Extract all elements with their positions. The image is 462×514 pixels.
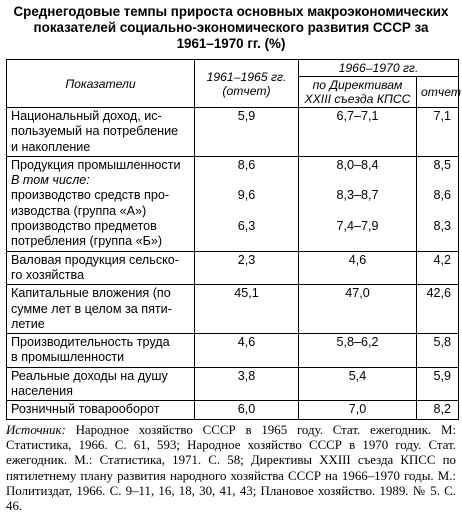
value-report bbox=[417, 156, 459, 251]
value-report-line bbox=[421, 234, 451, 249]
value-report-line: 5,9 bbox=[433, 368, 452, 383]
table-row bbox=[7, 108, 459, 157]
row-label bbox=[7, 334, 195, 368]
value-1961-1965-line: 4,6 bbox=[237, 335, 256, 350]
value-report-line bbox=[421, 173, 451, 188]
row-label-line: Реальные доходы на душу bbox=[11, 368, 168, 383]
value-1961-1965-line: 3,8 bbox=[237, 368, 256, 383]
value-directive bbox=[299, 156, 417, 251]
value-directive bbox=[299, 367, 417, 401]
value-directive-line bbox=[303, 173, 412, 188]
table-row bbox=[7, 334, 459, 368]
value-1961-1965 bbox=[195, 156, 299, 251]
row-label-line: Капитальные вложения (по bbox=[11, 286, 171, 301]
value-1961-1965-line: 8,6 bbox=[237, 157, 256, 172]
header-period-1961-1965 bbox=[195, 60, 299, 108]
row-label-line: населения bbox=[11, 384, 74, 399]
value-directive-line: 47,0 bbox=[345, 286, 370, 301]
source-note bbox=[6, 423, 456, 514]
table-row bbox=[7, 285, 459, 334]
row-label-line: Производительность труда bbox=[11, 335, 170, 350]
row-label bbox=[7, 367, 195, 401]
value-directive bbox=[299, 334, 417, 368]
value-1961-1965-line: 6,0 bbox=[237, 402, 256, 417]
value-report-line: 5,8 bbox=[433, 335, 452, 350]
value-directive-line: 5,4 bbox=[348, 368, 367, 383]
value-directive-line: 5,8–6,2 bbox=[336, 335, 379, 350]
row-label-line: в промышленности bbox=[11, 350, 125, 365]
row-label-line: производство предметов bbox=[11, 219, 157, 234]
title-line: 1961–1970 гг. (%) bbox=[176, 36, 286, 51]
value-directive bbox=[299, 108, 417, 157]
value-report-line: 7,1 bbox=[433, 109, 452, 123]
row-label-line: пользуемый на потребление bbox=[11, 124, 179, 139]
value-directive bbox=[299, 285, 417, 334]
value-report bbox=[417, 108, 459, 157]
header-period-1966-1970: 1966–1970 гг. bbox=[299, 60, 459, 77]
value-directive-line bbox=[303, 234, 412, 249]
value-1961-1965-line: 6,3 bbox=[237, 219, 256, 234]
value-report bbox=[417, 401, 459, 419]
value-1961-1965 bbox=[195, 108, 299, 157]
value-1961-1965 bbox=[195, 401, 299, 419]
value-report bbox=[417, 367, 459, 401]
row-label-line: летие bbox=[11, 316, 45, 331]
value-report-line: 42,6 bbox=[426, 286, 452, 301]
value-1961-1965 bbox=[195, 367, 299, 401]
table-title bbox=[6, 4, 456, 52]
value-directive-line: 8,3–8,7 bbox=[336, 188, 379, 203]
row-label-line: потребления (группа «Б») bbox=[11, 234, 163, 249]
row-label bbox=[7, 156, 195, 251]
table-row bbox=[7, 156, 459, 251]
value-directive-line bbox=[303, 204, 412, 219]
value-report-line bbox=[421, 204, 451, 219]
header-period1-line: 1961–1965 гг. bbox=[206, 69, 287, 84]
row-label bbox=[7, 108, 195, 157]
header-directive-line: по Директивам bbox=[312, 78, 403, 92]
value-report-line: 8,5 bbox=[433, 157, 452, 172]
header-report: отчет bbox=[417, 77, 459, 108]
title-line: показателей социально-экономического развития СССР за bbox=[33, 20, 429, 35]
row-label bbox=[7, 401, 195, 419]
row-label-line: Продукция промышленности bbox=[11, 157, 181, 172]
row-label-line: Валовая продукция сельско- bbox=[11, 252, 179, 267]
value-1961-1965-line: 2,3 bbox=[237, 252, 256, 267]
value-report-line: 8,6 bbox=[433, 188, 452, 203]
value-1961-1965 bbox=[195, 285, 299, 334]
source-label: Источник: bbox=[6, 422, 66, 437]
row-label bbox=[7, 285, 195, 334]
value-report bbox=[417, 334, 459, 368]
value-1961-1965-line bbox=[199, 204, 294, 219]
value-directive-line: 7,4–7,9 bbox=[336, 219, 379, 234]
value-1961-1965 bbox=[195, 251, 299, 285]
row-label-line: сумме лет в целом за пяти- bbox=[11, 301, 172, 316]
row-label-line: производство средств про- bbox=[11, 188, 170, 203]
value-directive bbox=[299, 401, 417, 419]
value-report-line: 8,3 bbox=[433, 219, 452, 234]
value-1961-1965-line: 45,1 bbox=[234, 286, 259, 301]
value-directive-line: 6,7–7,1 bbox=[336, 109, 379, 123]
value-directive bbox=[299, 251, 417, 285]
row-label-line: изводства (группа «А») bbox=[11, 203, 147, 218]
row-label-line: В том числе: bbox=[11, 173, 90, 188]
value-1961-1965-line bbox=[199, 173, 294, 188]
value-report bbox=[417, 251, 459, 285]
row-label-line: и накопление bbox=[11, 139, 91, 154]
value-1961-1965-line bbox=[199, 234, 294, 249]
data-table bbox=[6, 59, 462, 420]
value-directive-line: 4,6 bbox=[348, 252, 367, 267]
value-1961-1965-line: 9,6 bbox=[237, 188, 256, 203]
value-directive-line: 7,0 bbox=[348, 402, 367, 417]
value-1961-1965-line: 5,9 bbox=[237, 109, 256, 123]
value-report bbox=[417, 285, 459, 334]
value-report-line: 8,2 bbox=[433, 402, 452, 417]
value-report-line: 4,2 bbox=[433, 252, 452, 267]
title-line: Среднегодовые темпы прироста основных макроэкономических bbox=[13, 4, 449, 19]
table-body bbox=[7, 108, 459, 420]
row-label-line: Национальный доход, ис- bbox=[11, 109, 162, 123]
source-text: Народное хозяйство СССР в 1965 году. Стат. ежегодник. М: Статистика, 1966. С. 61, 593; Народное хозяйство СССР в 1970 году. Стат. ежегодник. М.: Статистика, 1971. С. 58; Директивы XXIII съезда КПСС по пятилетнему плану развития народного хозяйства СССР на 1966–1970 годы. М.: Политиздат, 1966. С. 9–11, 16, 18, 30, 41, 43; Плановое хозяйство. 1989. № 5. С. 46. bbox=[6, 422, 456, 514]
table-row bbox=[7, 367, 459, 401]
row-label bbox=[7, 251, 195, 285]
header-period1-line: (отчет) bbox=[222, 83, 271, 98]
header-directive-line: XXIII съезда КПСС bbox=[304, 92, 411, 106]
value-directive-line: 8,0–8,4 bbox=[336, 157, 379, 172]
header-directive bbox=[299, 77, 417, 108]
header-indicator: Показатели bbox=[7, 60, 195, 108]
row-label-line: Розничный товарооборот bbox=[11, 402, 160, 417]
table-row bbox=[7, 401, 459, 419]
table-row bbox=[7, 251, 459, 285]
row-label-line: го хозяйства bbox=[11, 267, 85, 282]
value-1961-1965 bbox=[195, 334, 299, 368]
